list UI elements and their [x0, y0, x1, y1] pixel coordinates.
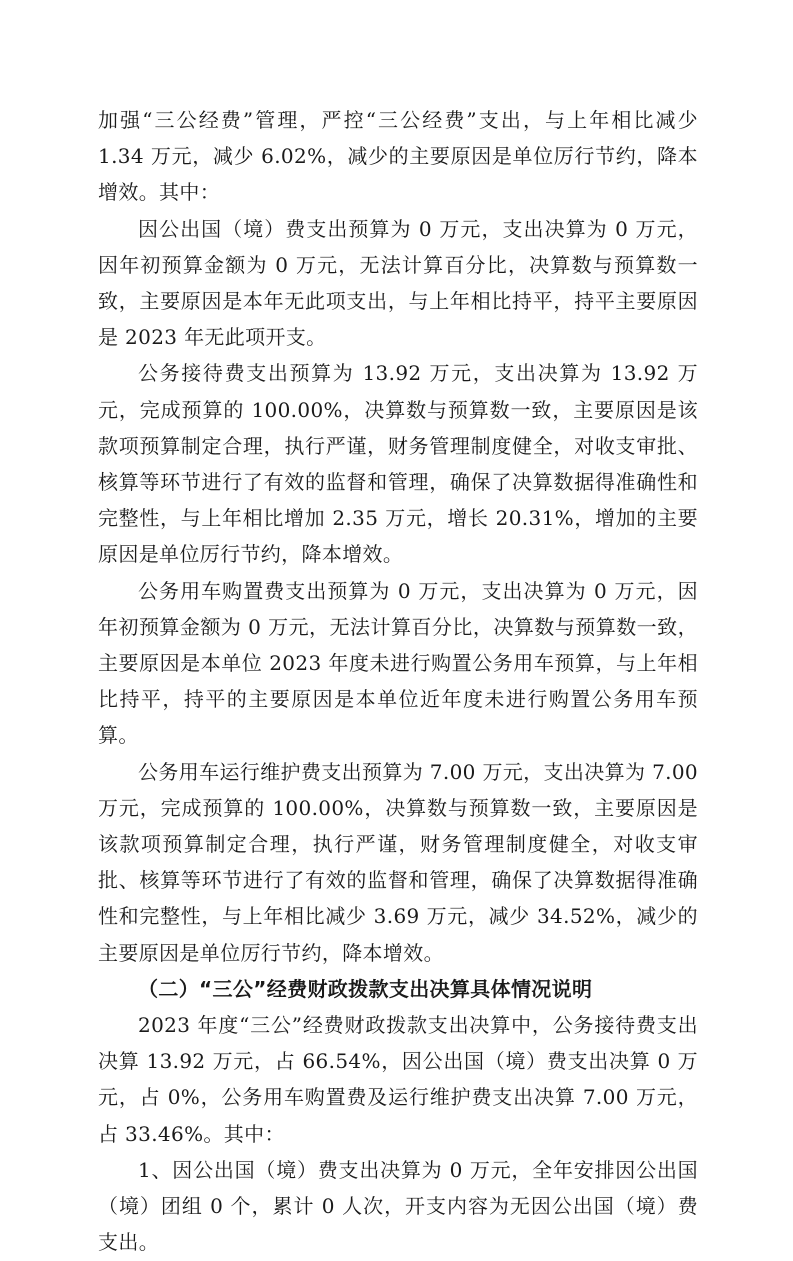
- paragraph-vehicle-purchase: 公务用车购置费支出预算为 0 万元，支出决算为 0 万元，因年初预算金额为 0 万元，无法计算百分比，决算数与预算数一致，主要原因是本单位 2023 年度未进行购置公务用车预算，与上年相比持平，持平的主要原因是本单位近年度未进行购置公务用车预算。: [98, 578, 698, 748]
- paragraph-vehicle-maintenance: 公务用车运行维护费支出预算为 7.00 万元，支出决算为 7.00 万元，完成预算的 100.00%，决算数与预算数一致，主要原因是该款项预算制定合理，执行严谨，财务管理制度健全，对收支审批、核算等环节进行了有效的监督和管理，确保了决算数据得准确性和完整性，与上年相比减少 3.69 万元，减少 34.52%，减少的主要原因是单位厉行节约，降本增效。: [98, 759, 698, 965]
- section-heading: （二）“三公”经费财政拨款支出决算具体情况说明: [138, 976, 593, 1001]
- paragraph-reception: 公务接待费支出预算为 13.92 万元，支出决算为 13.92 万元，完成预算的 100.00%，决算数与预算数一致，主要原因是该款项预算制定合理，执行严谨，财务管理制度健全，对收支审批、核算等环节进行了有效的监督和管理，确保了决算数据得准确性和完整性，与上年相比增加 2.35 万元，增长 20.31%，增加的主要原因是单位厉行节约，降本增效。: [98, 361, 698, 567]
- document-page: [98, 102, 698, 1261]
- paragraph-overseas-travel: 因公出国（境）费支出预算为 0 万元，支出决算为 0 万元，因年初预算金额为 0 万元，无法计算百分比，决算数与预算数一致，主要原因是本年无此项支出，与上年相比持平，持平主要原因是 2023 年无此项开支。: [98, 216, 698, 350]
- paragraph-overseas-detail: 1、因公出国（境）费支出决算为 0 万元，全年安排因公出国（境）团组 0 个，累计 0 人次，开支内容为无因公出国（境）费支出。: [98, 1157, 698, 1255]
- paragraph-three-public-summary: 加强“三公经费”管理，严控“三公经费”支出，与上年相比减少 1.34 万元，减少 6.02%，减少的主要原因是单位厉行节约，降本增效。其中：: [98, 108, 698, 205]
- paragraph-fiscal-appropriation: 2023 年度“三公”经费财政拨款支出决算中，公务接待费支出决算 13.92 万元，占 66.54%，因公出国（境）费支出决算 0 万元，占 0%，公务用车购置费及运行维护费支出决算 7.00 万元，占 33.46%。其中：: [98, 1013, 698, 1146]
